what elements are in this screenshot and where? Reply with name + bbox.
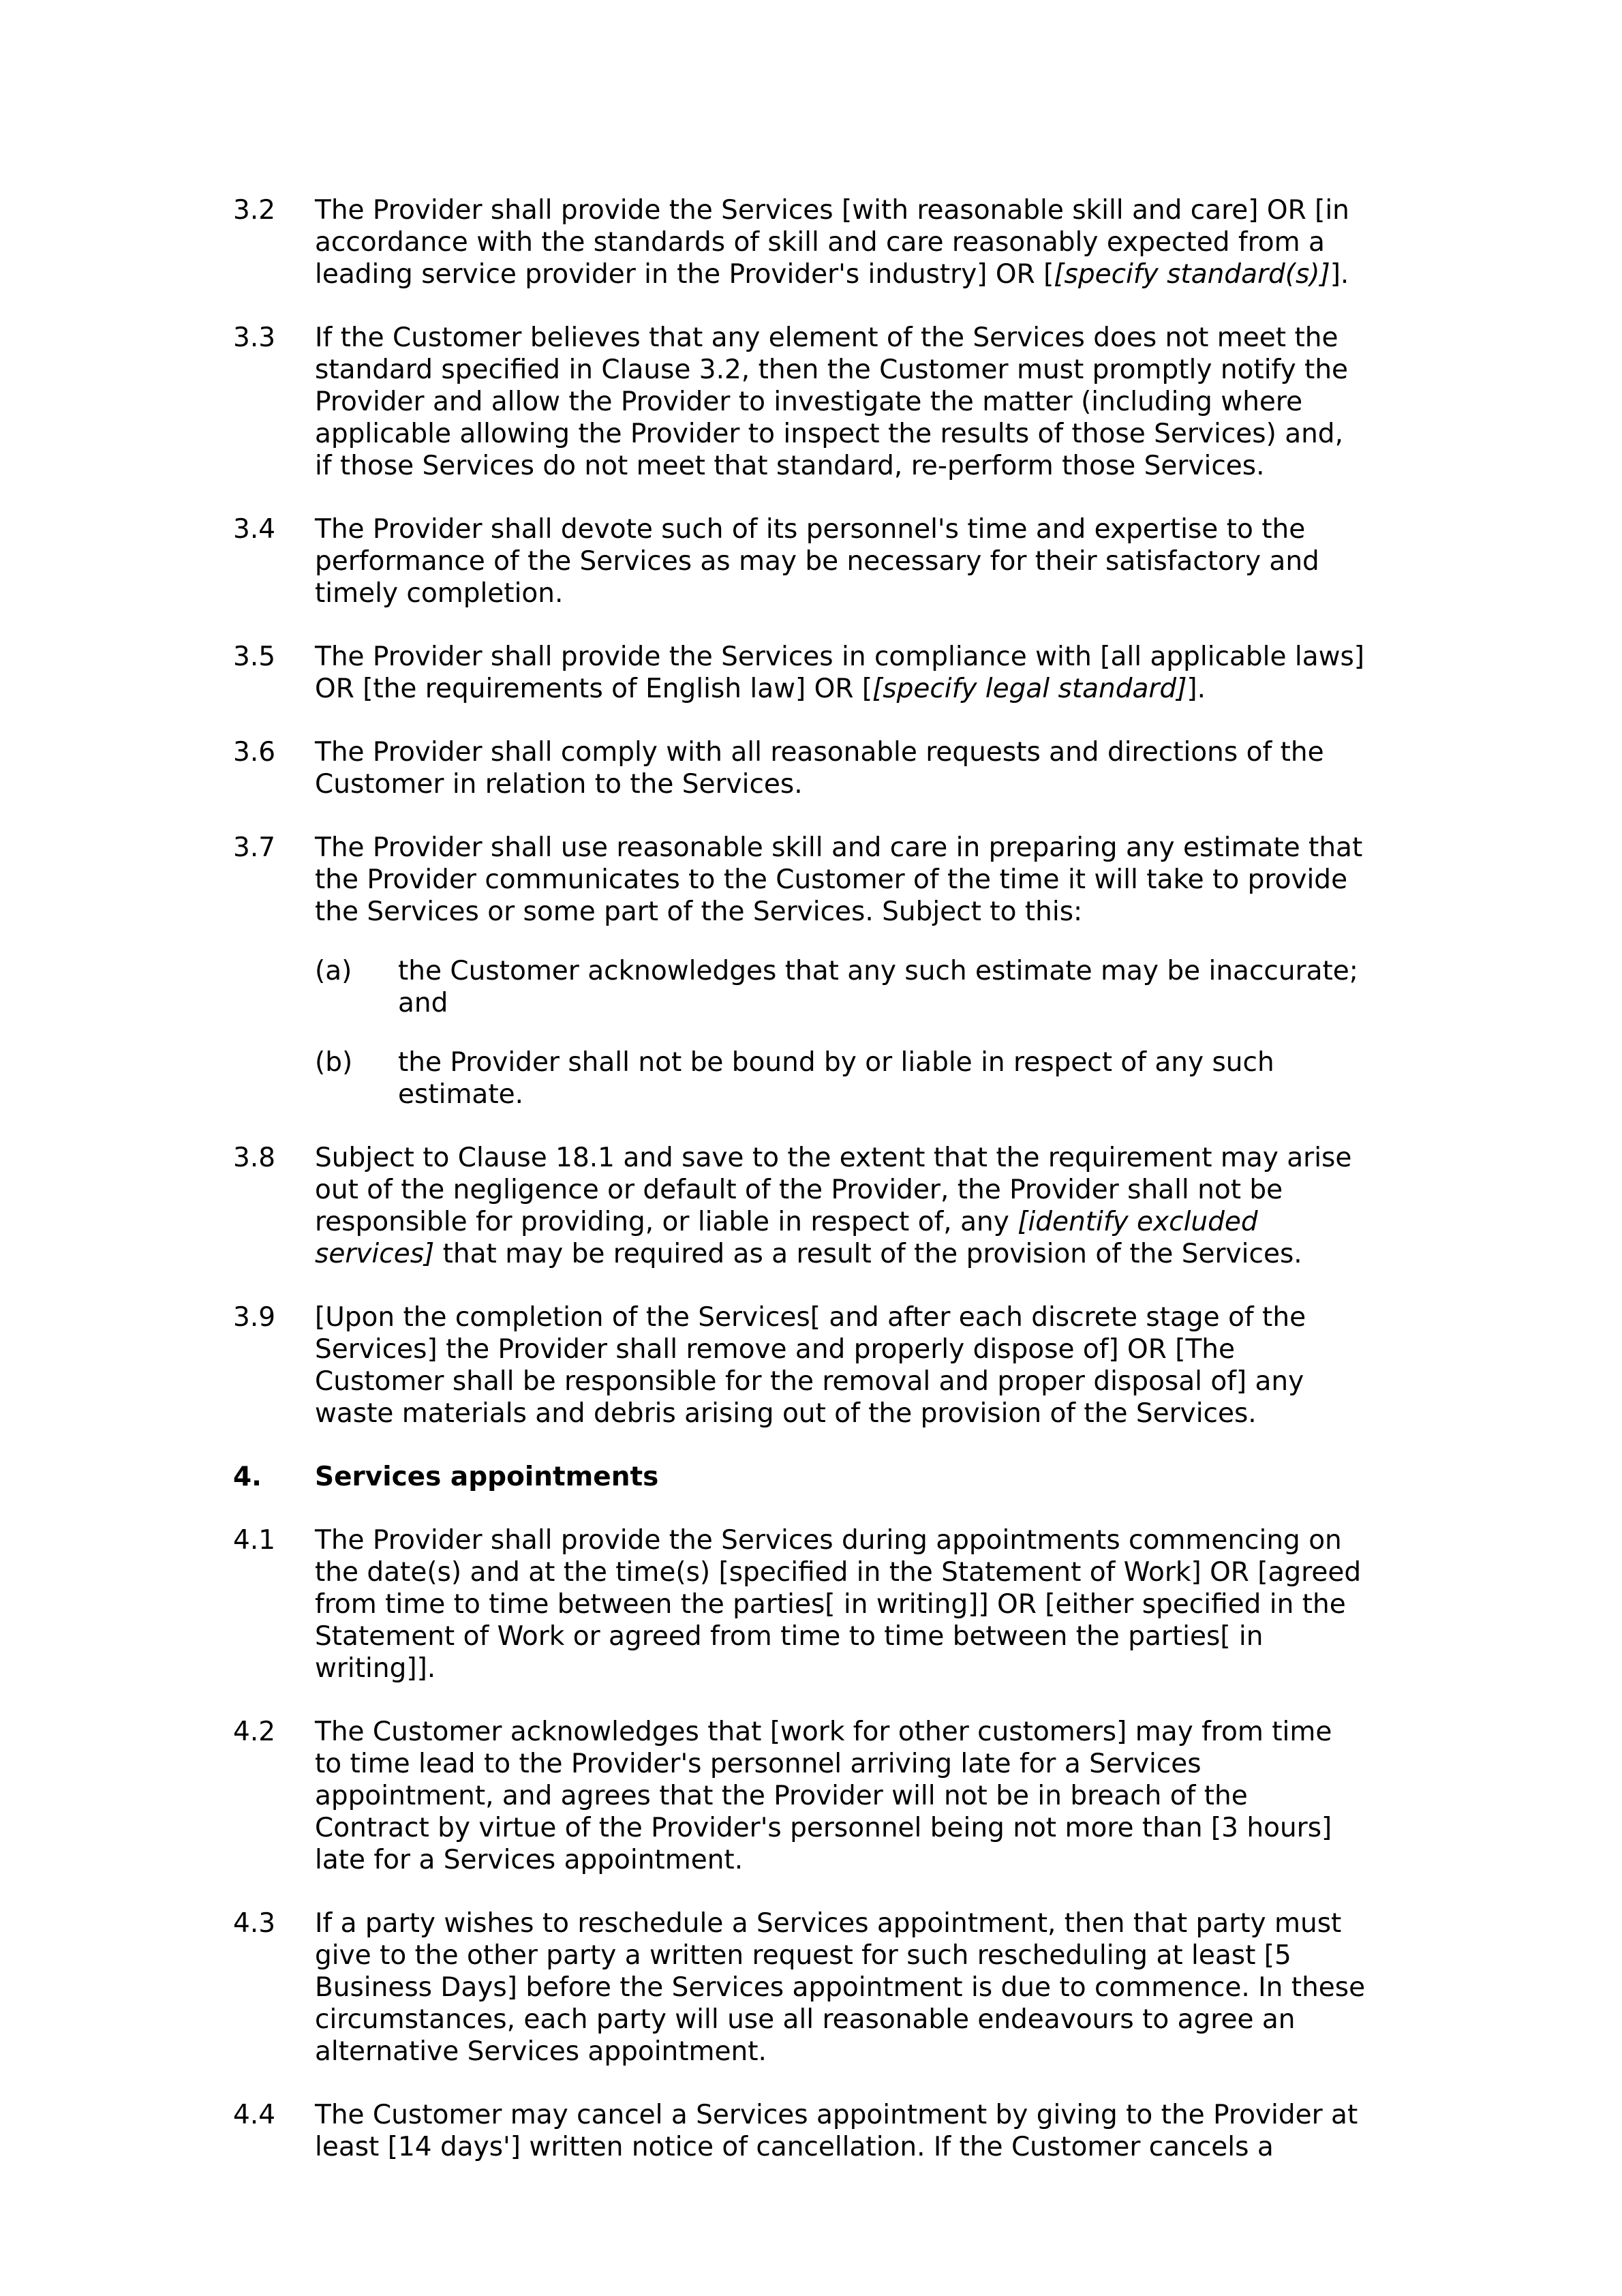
- text-segment: Subject to Clause 18.1 and save to the extent that the requirement may arise out of the negligence or default of the Provider, the Provider shall not be responsible for providing, or liable in respect of, any: [315, 1143, 1352, 1237]
- subclause-text: [398, 955, 1405, 1019]
- clause-text: [315, 1524, 1405, 1685]
- clause-3-2: [233, 194, 1405, 290]
- clause-text: [315, 513, 1405, 609]
- subclause-a: [315, 955, 1405, 1019]
- clause-3-9: [233, 1301, 1405, 1430]
- text-segment: Services appointments: [315, 1462, 659, 1492]
- clause-number: 3.5: [233, 641, 276, 672]
- clause-number: 3.6: [233, 737, 276, 768]
- clause-3-6: [233, 736, 1405, 800]
- subclause-list: [315, 955, 1405, 1111]
- clause-text: [315, 1907, 1405, 2068]
- text-segment: that may be required as a result of the provision of the Services.: [434, 1239, 1302, 1269]
- text-segment: The Provider shall provide the Services during appointments commencing on the date(s) and at the time(s) [specified in the Statement of Work] OR [agreed from time to time between the parties[ in writing]] OR [either specified in the Statement of Work or agreed from time to time between the parties[ in writing]].: [315, 1525, 1362, 1684]
- clause-3-4: [233, 513, 1405, 609]
- clause-text: [315, 2099, 1405, 2163]
- placeholder-text: [specify legal standard]: [872, 674, 1187, 704]
- text-segment: ].: [1330, 259, 1349, 290]
- clause-number: 3.3: [233, 322, 276, 353]
- text-segment: ].: [1187, 674, 1206, 704]
- text-segment: The Provider shall use reasonable skill and care in preparing any estimate that the Provider communicates to the Customer of the time it will take to provide the Services or some part of the Services. Subject to this:: [315, 832, 1363, 927]
- clause-text: [315, 1301, 1405, 1430]
- section-heading-4: [233, 1461, 1405, 1493]
- text-segment: The Customer may cancel a Services appointment by giving to the Provider at least [14 days'] written notice of cancellation. If the Customer cancels a: [315, 2100, 1358, 2162]
- text-segment: the Customer acknowledges that any such estimate may be inaccurate; and: [398, 956, 1358, 1018]
- placeholder-text: [specify standard(s)]: [1054, 259, 1330, 290]
- clause-4-2: [233, 1716, 1405, 1876]
- clause-number: 3.7: [233, 832, 276, 863]
- clause-4-4: [233, 2099, 1405, 2163]
- text-segment: The Provider shall provide the Services [with reasonable skill and care] OR [in accordance with the standards of skill and care reasonably expected from a leading service provider in the Provider's industry] OR [: [315, 195, 1349, 290]
- subclause-b: [315, 1046, 1405, 1111]
- text-segment: The Provider shall comply with all reasonable requests and directions of the Customer in relation to the Services.: [315, 737, 1324, 800]
- text-segment: The Provider shall provide the Services in compliance with [all applicable laws] OR [the requirements of English law] OR [: [315, 641, 1365, 704]
- clause-number: 4.4: [233, 2100, 276, 2130]
- clause-4-3: [233, 1907, 1405, 2068]
- subclause-number: (a): [315, 956, 352, 986]
- clause-number: 3.8: [233, 1143, 276, 1173]
- clause-text: [315, 832, 1405, 928]
- clause-3-3: [233, 322, 1405, 482]
- subclause-number: (b): [315, 1047, 353, 1078]
- subclause-text: [398, 1046, 1405, 1111]
- clause-number: 3.2: [233, 195, 276, 226]
- text-segment: The Customer acknowledges that [work for other customers] may from time to time lead to the Provider's personnel arriving late for a Services appointment, and agrees that the Provider will not be in breach of the Contract by virtue of the Provider's personnel being not more than [3 hours] late for a Services appointment.: [315, 1717, 1332, 1875]
- clause-3-7: [233, 832, 1405, 1111]
- clause-3-5: [233, 641, 1405, 705]
- clause-text: [315, 1716, 1405, 1876]
- text-segment: If a party wishes to reschedule a Services appointment, then that party must give to the other party a written request for such rescheduling at least [5 Business Days] before the Services appointment is due to commence. In these circumstances, each party will use all reasonable endeavours to agree an alternative Services appointment.: [315, 1908, 1366, 2067]
- clause-text: [315, 736, 1405, 800]
- clause-text: [315, 194, 1405, 290]
- clause-text: [315, 1142, 1405, 1270]
- clause-text: [315, 641, 1405, 705]
- text-segment: [Upon the completion of the Services[ and after each discrete stage of the Services] the Provider shall remove and properly dispose of] OR [The Customer shall be responsible for the removal and proper disposal of] any waste materials and debris arising out of the provision of the Services.: [315, 1302, 1306, 1429]
- section-heading-text: [315, 1461, 1405, 1493]
- clause-number: 4.: [233, 1462, 262, 1492]
- clause-list: [233, 194, 1405, 2194]
- text-segment: the Provider shall not be bound by or liable in respect of any such estimate.: [398, 1047, 1274, 1110]
- clause-number: 4.1: [233, 1525, 276, 1556]
- clause-number: 4.3: [233, 1908, 276, 1939]
- clause-number: 3.4: [233, 514, 276, 545]
- text-segment: If the Customer believes that any element of the Services does not meet the standard specified in Clause 3.2, then the Customer must promptly notify the Provider and allow the Provider to investigate the matter (including where applicable allowing the Provider to inspect the results of those Services) and, if those Services do not meet that standard, re-perform those Services.: [315, 322, 1349, 481]
- clause-3-8: [233, 1142, 1405, 1270]
- clause-text: [315, 322, 1405, 482]
- clause-4-1: [233, 1524, 1405, 1685]
- clause-number: 3.9: [233, 1302, 276, 1333]
- placeholder-text: [identify excluded services]: [315, 1207, 1258, 1269]
- text-segment: The Provider shall devote such of its personnel's time and expertise to the performance of the Services as may be necessary for their satisfactory and timely completion.: [315, 514, 1319, 609]
- clause-number: 4.2: [233, 1717, 276, 1747]
